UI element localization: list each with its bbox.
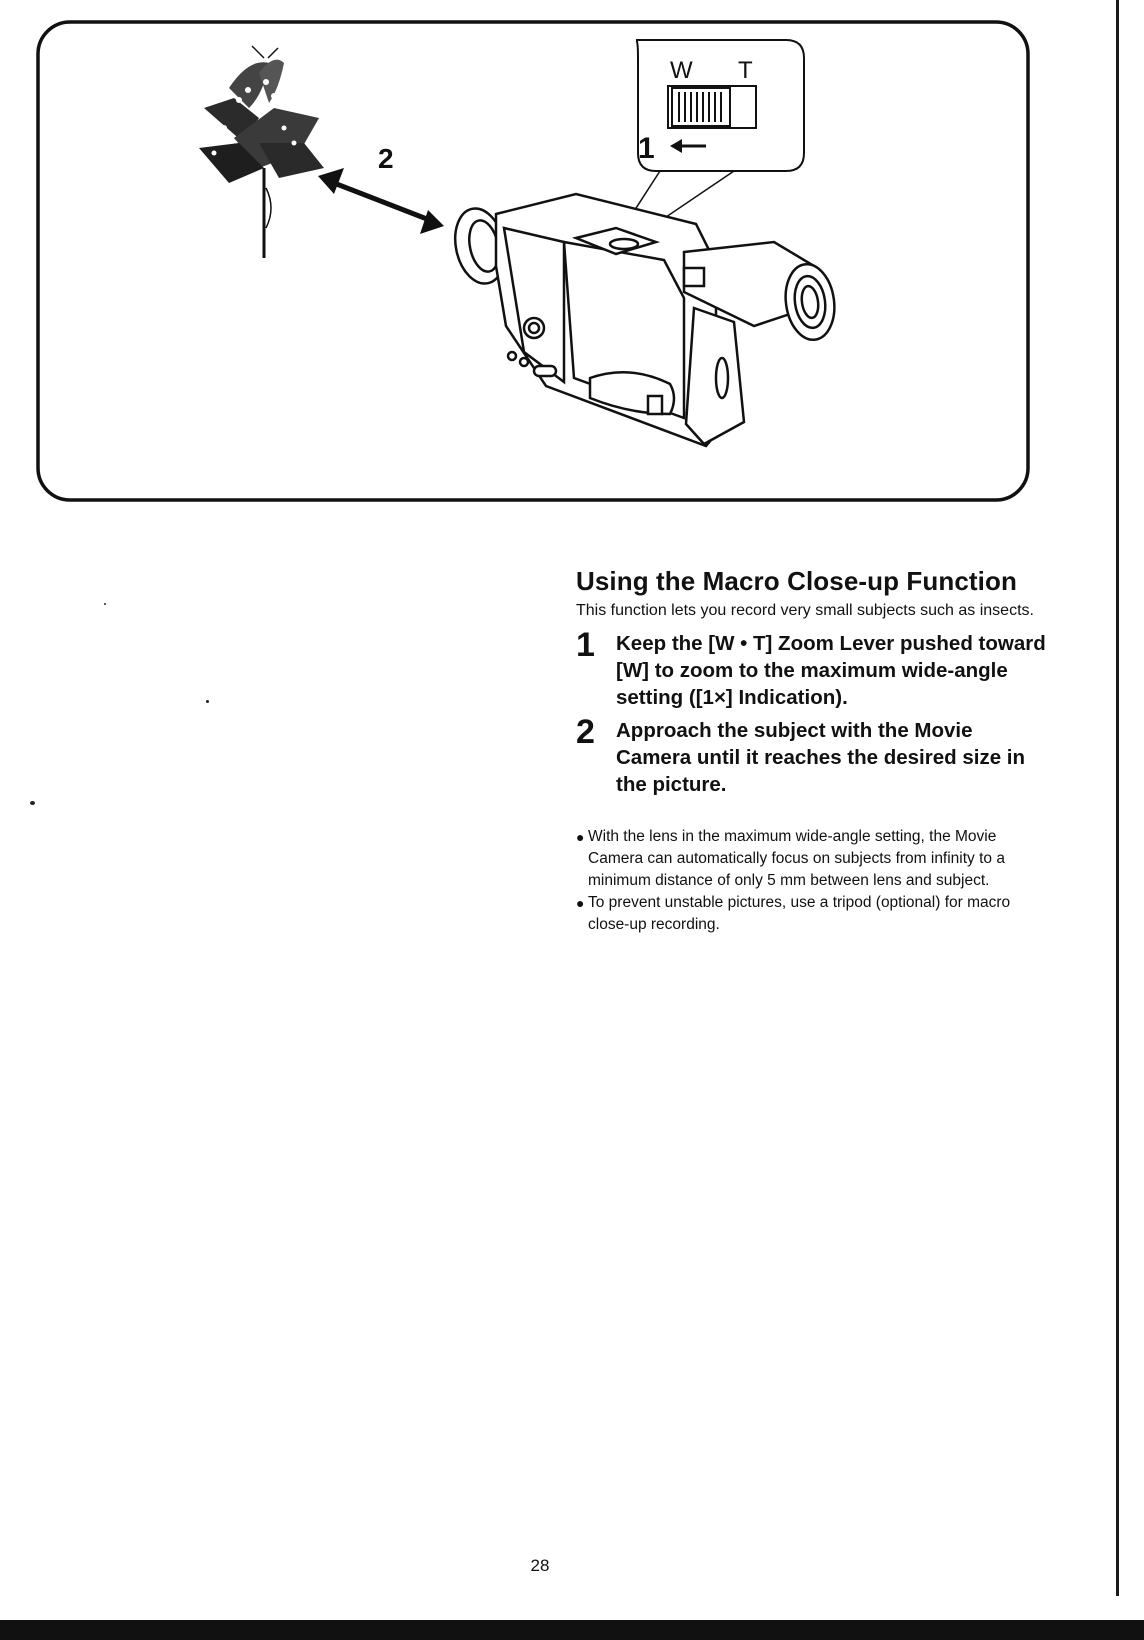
scan-speck bbox=[30, 801, 35, 805]
step-text: Keep the [W • T] Zoom Lever pushed toward [W] to zoom to the maximum wide-angle setting ([1×] Indication). bbox=[616, 632, 1046, 709]
zoom-wide-label: W bbox=[670, 57, 693, 84]
scan-speck bbox=[104, 603, 106, 605]
note-item bbox=[576, 826, 1046, 892]
section-intro: This function lets you record very small subjects such as insects. bbox=[576, 602, 1034, 619]
page-number: 28 bbox=[530, 1556, 550, 1575]
scan-speck bbox=[206, 700, 209, 703]
note-item bbox=[576, 892, 1046, 936]
note-text: To prevent unstable pictures, use a tripod (optional) for macro close-up recording. bbox=[588, 894, 1011, 933]
callout-1-label: 1 bbox=[638, 132, 655, 165]
macro-illustration bbox=[34, 18, 1032, 504]
notes-list bbox=[576, 826, 1046, 936]
step-text: Approach the subject with the Movie Camera until it reaches the desired size in the picture. bbox=[616, 719, 1026, 796]
callout-2-label: 2 bbox=[378, 143, 394, 174]
bottom-bar bbox=[0, 1620, 1144, 1640]
camcorder-icon bbox=[449, 194, 839, 446]
zoom-lever-callout bbox=[618, 40, 804, 240]
note-text: With the lens in the maximum wide-angle setting, the Movie Camera can automatically focus on subjects from infinity to a minimum distance of only 5 mm between lens and subject. bbox=[588, 828, 1005, 889]
step-number: 1 bbox=[576, 626, 595, 664]
bullet-icon: ● bbox=[576, 895, 585, 911]
bullet-icon: ● bbox=[576, 829, 585, 845]
step-item bbox=[576, 626, 1046, 711]
double-arrow-icon bbox=[318, 168, 444, 234]
step-number: 2 bbox=[576, 713, 595, 751]
butterfly-on-flower-icon bbox=[199, 46, 324, 258]
section-heading: Using the Macro Close-up Function bbox=[576, 566, 1017, 596]
zoom-tele-label: T bbox=[738, 57, 753, 84]
macro-section bbox=[576, 566, 1046, 936]
steps-list bbox=[576, 626, 1046, 798]
page-edge-line bbox=[1116, 0, 1119, 1596]
step-item bbox=[576, 713, 1046, 798]
